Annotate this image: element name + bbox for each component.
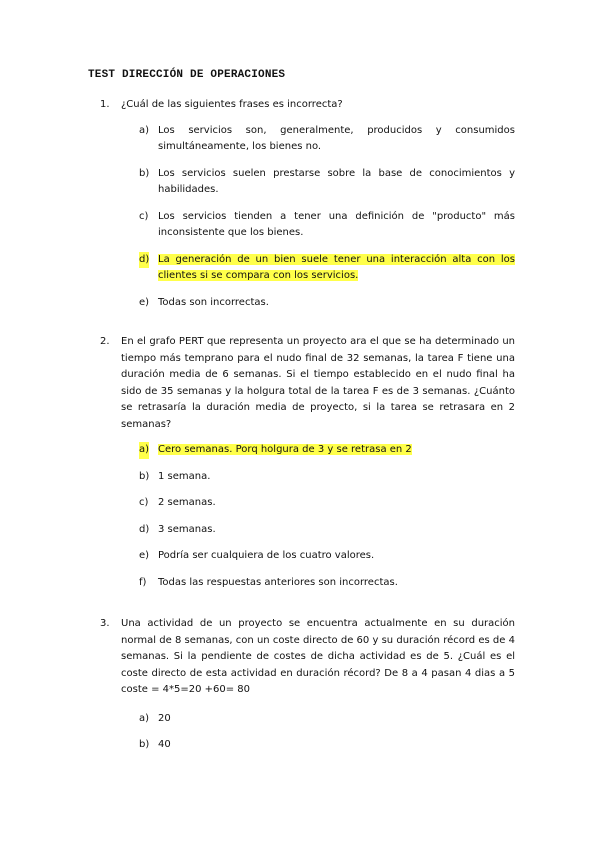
option-letter: d): [139, 523, 150, 535]
option-e[interactable]: [139, 548, 515, 565]
option-letter: b): [139, 167, 150, 179]
option-text: 40: [158, 739, 171, 750]
option-a-highlighted[interactable]: [139, 442, 515, 459]
question-1: [100, 97, 515, 321]
option-b[interactable]: [139, 166, 515, 199]
question-text: Una actividad de un proyecto se encuentra actualmente en su duración normal de 8 semanas, con un coste directo de 60 y su duración récord es de 4 semanas. Si la pendiente de costes de dicha actividad es de 5. ¿Cuál es el coste directo de esta actividad en duración récord? De 8 a 4 pasan 4 dias a 5 coste = 4*5=20 +60= 80: [121, 618, 515, 695]
option-letter: a): [139, 442, 149, 459]
option-list: [100, 711, 515, 754]
option-f[interactable]: [139, 575, 515, 592]
option-letter: e): [139, 550, 150, 561]
option-a[interactable]: [139, 711, 515, 728]
option-e[interactable]: [139, 295, 515, 312]
option-text: Podría ser cualquiera de los cuatro valores.: [158, 550, 375, 561]
question-number: 2.: [100, 336, 110, 347]
option-text: Los servicios suelen prestarse sobre la base de conocimientos y habilidades.: [158, 167, 515, 195]
option-text: Los servicios son, generalmente, producidos y consumidos simultáneamente, los bienes no.: [158, 124, 515, 152]
option-text: Los servicios tienden a tener una definición de "producto" más inconsistente que los bienes.: [158, 210, 515, 238]
option-b[interactable]: [139, 737, 515, 754]
option-letter: c): [139, 497, 149, 508]
option-text: Todas son incorrectas.: [158, 296, 269, 308]
option-text: 2 semanas.: [158, 497, 216, 508]
question-number: 1.: [100, 99, 110, 110]
option-letter: b): [139, 470, 150, 482]
option-d[interactable]: [139, 522, 515, 539]
option-b[interactable]: [139, 469, 515, 486]
highlighted-answer-text: Cero semanas. Porq holgura de 3 y se retrasa en 2: [158, 444, 412, 455]
option-letter: c): [139, 210, 149, 222]
option-list: [100, 123, 515, 312]
question-2: [100, 334, 515, 601]
question-number: 3.: [100, 618, 110, 629]
question-text: ¿Cuál de las siguientes frases es incorrecta?: [121, 99, 343, 110]
option-letter: b): [139, 739, 150, 750]
option-a[interactable]: [139, 123, 515, 156]
highlighted-answer-text: La generación de un bien suele tener una interacción alta con los clientes si se compara con los servicios.: [158, 253, 515, 281]
option-letter: d): [139, 252, 149, 269]
option-text: Todas las respuestas anteriores son incorrectas.: [158, 576, 398, 588]
option-text: 3 semanas.: [158, 523, 216, 535]
option-letter: a): [139, 124, 150, 136]
option-text: 20: [158, 712, 171, 724]
option-list: [100, 442, 515, 591]
page-title: TEST DIRECCIÓN DE OPERACIONES: [88, 69, 286, 81]
option-d-highlighted[interactable]: [139, 252, 515, 285]
option-letter: e): [139, 296, 150, 308]
option-c[interactable]: [139, 209, 515, 242]
option-text: 1 semana.: [158, 470, 211, 482]
option-letter: f): [139, 576, 147, 588]
question-text: En el grafo PERT que representa un proyecto ara el que se ha determinado un tiempo más temprano para el nudo final de 32 semanas, la tarea F tiene una duración media de 6 semanas. Si el tiempo establecido en el nudo final ha sido de 35 semanas y la holgura total de la tarea F es de 3 semanas. ¿Cuánto se retrasaría la duración media de proyecto, si la tarea se retrasara en 2 semanas?: [121, 336, 515, 430]
option-c[interactable]: [139, 495, 515, 512]
option-letter: a): [139, 712, 150, 724]
question-3: [100, 616, 515, 764]
